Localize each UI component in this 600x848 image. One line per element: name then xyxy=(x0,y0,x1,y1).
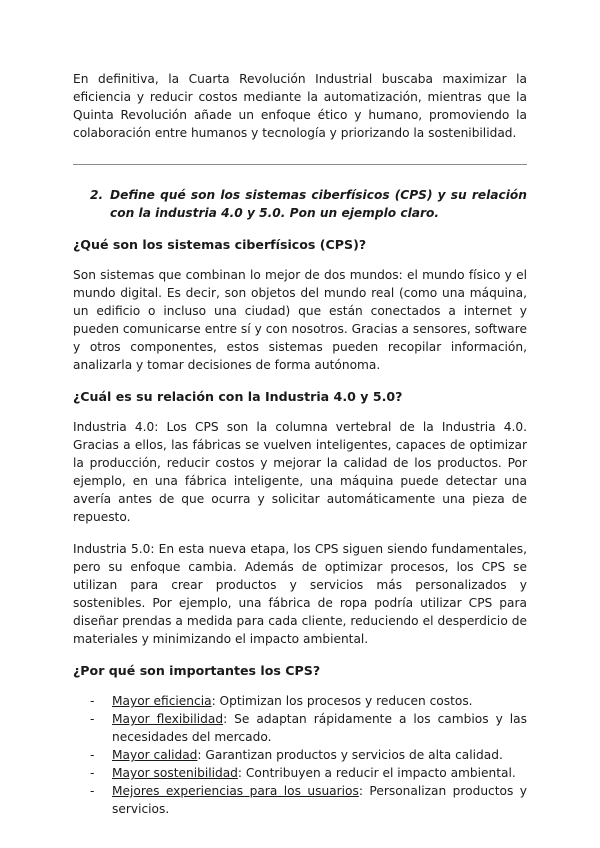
benefit-term: Mayor sostenibilidad xyxy=(112,766,238,780)
paragraph-industry-4: Industria 4.0: Los CPS son la columna vertebral de la Industria 4.0. Gracias a ellos, las fábricas se vuelven inteligentes, capaces de optimizar la producción, reducir costos y mejorar la calidad de los productos. Por ejemplo, en una fábrica inteligente, una máquina puede detectar una avería antes de que ocurra y solicitar automáticamente una pieza de repuesto. xyxy=(73,420,527,524)
question-2 xyxy=(90,186,527,222)
list-item xyxy=(90,782,527,818)
benefits-list xyxy=(73,692,527,818)
paragraph-cps-definition: Son sistemas que combinan lo mejor de dos mundos: el mundo físico y el mundo digital. Es decir, son objetos del mundo real (como una máquina, un edificio o incluso una ciudad) que están conectados a internet y pueden comunicarse entre sí y con nosotros. Gracias a sensores, software y otros componentes, estos sistemas pueden recopilar información, analizarla y tomar decisiones de forma autónoma. xyxy=(73,268,527,372)
benefit-term: Mayor flexibilidad xyxy=(112,712,224,726)
heading-relation-industry: ¿Cuál es su relación con la Industria 4.0 y 5.0? xyxy=(73,389,403,404)
benefit-desc: : Contribuyen a reducir el impacto ambiental. xyxy=(237,766,516,780)
paragraph-industry-5: Industria 5.0: En esta nueva etapa, los CPS siguen siendo fundamentales, pero su enfoque cambia. Además de optimizar procesos, los CPS se utilizan para crear productos y servicios más personalizados y sostenibles. Por ejemplo, una fábrica de ropa podría utilizar CPS para diseñar prendas a medida para cada cliente, reduciendo el desperdicio de materiales y minimizando el impacto ambiental. xyxy=(73,542,527,646)
list-item xyxy=(90,710,527,746)
list-item xyxy=(90,764,527,782)
benefit-term: Mejores experiencias para los usuarios xyxy=(112,784,359,798)
benefit-desc: : Garantizan productos y servicios de alta calidad. xyxy=(197,748,503,762)
list-item xyxy=(90,692,527,710)
intro-paragraph: En definitiva, la Cuarta Revolución Industrial buscaba maximizar la eficiencia y reducir costos mediante la automatización, mientras que la Quinta Revolución añade un enfoque ético y humano, promoviendo la colaboración entre humanos y tecnología y priorizando la sostenibilidad. xyxy=(73,72,527,140)
benefit-desc: : Personalizan productos y servicios. xyxy=(112,784,527,816)
bullet-dash: - xyxy=(90,766,95,780)
heading-what-are-cps: ¿Qué son los sistemas ciberfísicos (CPS)? xyxy=(73,237,367,252)
benefit-desc: : Optimizan los procesos y reducen costos. xyxy=(211,694,473,708)
question-number: 2. xyxy=(90,188,104,202)
question-text: Define qué son los sistemas ciberfísicos (CPS) y su relación con la industria 4.0 y 5.0. Pon un ejemplo claro. xyxy=(110,188,527,220)
bullet-dash: - xyxy=(90,694,95,708)
benefit-desc: : Se adaptan rápidamente a los cambios y las necesidades del mercado. xyxy=(112,712,527,744)
list-item xyxy=(90,746,527,764)
section-divider xyxy=(73,164,527,165)
benefit-term: Mayor eficiencia xyxy=(112,694,212,708)
heading-why-important: ¿Por qué son importantes los CPS? xyxy=(73,663,321,678)
benefit-term: Mayor calidad xyxy=(112,748,198,762)
bullet-dash: - xyxy=(90,784,95,798)
bullet-dash: - xyxy=(90,712,95,726)
bullet-dash: - xyxy=(90,748,95,762)
